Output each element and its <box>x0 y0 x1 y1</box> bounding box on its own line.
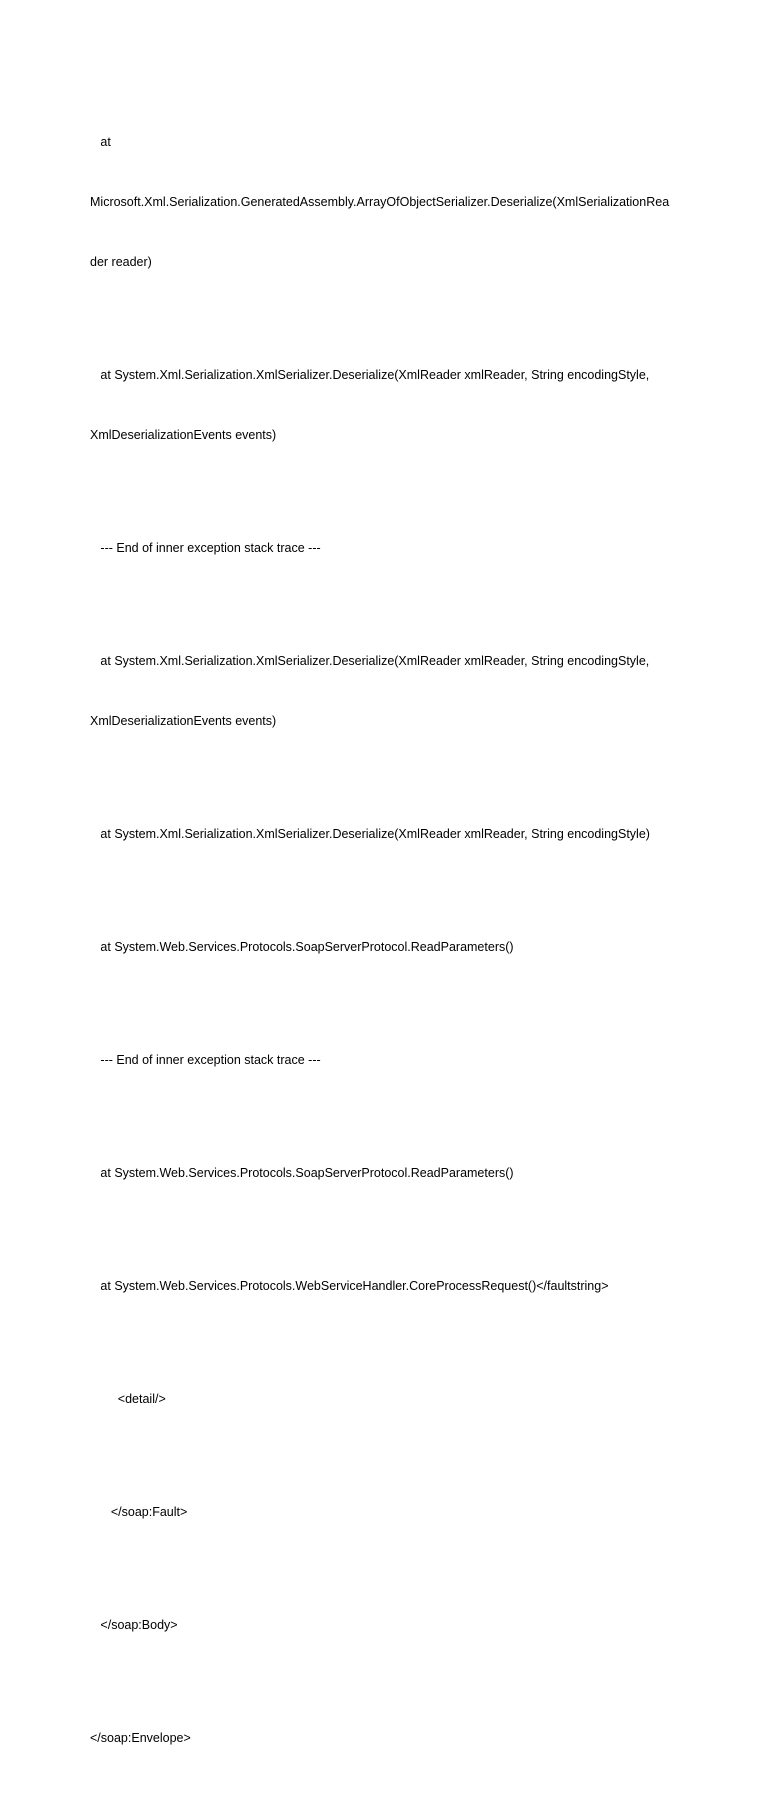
text-line: --- End of inner exception stack trace --- <box>90 541 321 555</box>
text-line: der reader) <box>90 255 152 269</box>
stack-trace-paragraph <box>90 1123 690 1223</box>
stack-trace-separator <box>90 1010 690 1110</box>
stack-trace-paragraph <box>90 611 690 771</box>
text-line: at System.Web.Services.Protocols.SoapServerProtocol.ReadParameters() <box>90 940 514 954</box>
stack-trace-paragraph <box>90 325 690 485</box>
text-line: XmlDeserializationEvents events) <box>90 714 277 728</box>
stack-trace-paragraph <box>90 92 690 312</box>
text-line: </soap:Fault> <box>90 1505 188 1519</box>
text-line: at System.Xml.Serialization.XmlSerializer.Deserialize(XmlReader xmlReader, String encodingStyle) <box>90 827 650 841</box>
text-line: at <box>90 135 111 149</box>
stack-trace-paragraph <box>90 897 690 997</box>
stack-trace-paragraph <box>90 1236 690 1336</box>
text-line: --- End of inner exception stack trace --- <box>90 1053 321 1067</box>
text-line: XmlDeserializationEvents events) <box>90 428 277 442</box>
xml-envelope-close-tag <box>90 1688 690 1788</box>
text-line: at System.Web.Services.Protocols.WebServiceHandler.CoreProcessRequest()</faultstring> <box>90 1279 609 1293</box>
stack-trace-paragraph <box>90 784 690 884</box>
text-line: at System.Xml.Serialization.XmlSerializer.Deserialize(XmlReader xmlReader, String encodingStyle, <box>90 654 650 668</box>
text-line: Microsoft.Xml.Serialization.GeneratedAssembly.ArrayOfObjectSerializer.Deserialize(XmlSerializationRea <box>90 195 670 209</box>
text-line: <detail/> <box>90 1392 166 1406</box>
xml-detail-tag <box>90 1349 690 1449</box>
document-body <box>90 92 690 1801</box>
stack-trace-separator <box>90 498 690 598</box>
text-line: at System.Xml.Serialization.XmlSerializer.Deserialize(XmlReader xmlReader, String encodingStyle, <box>90 368 650 382</box>
xml-fault-close-tag <box>90 1462 690 1562</box>
text-line: at System.Web.Services.Protocols.SoapServerProtocol.ReadParameters() <box>90 1166 514 1180</box>
text-line: </soap:Envelope> <box>90 1731 191 1745</box>
xml-body-close-tag <box>90 1575 690 1675</box>
text-line: </soap:Body> <box>90 1618 178 1632</box>
